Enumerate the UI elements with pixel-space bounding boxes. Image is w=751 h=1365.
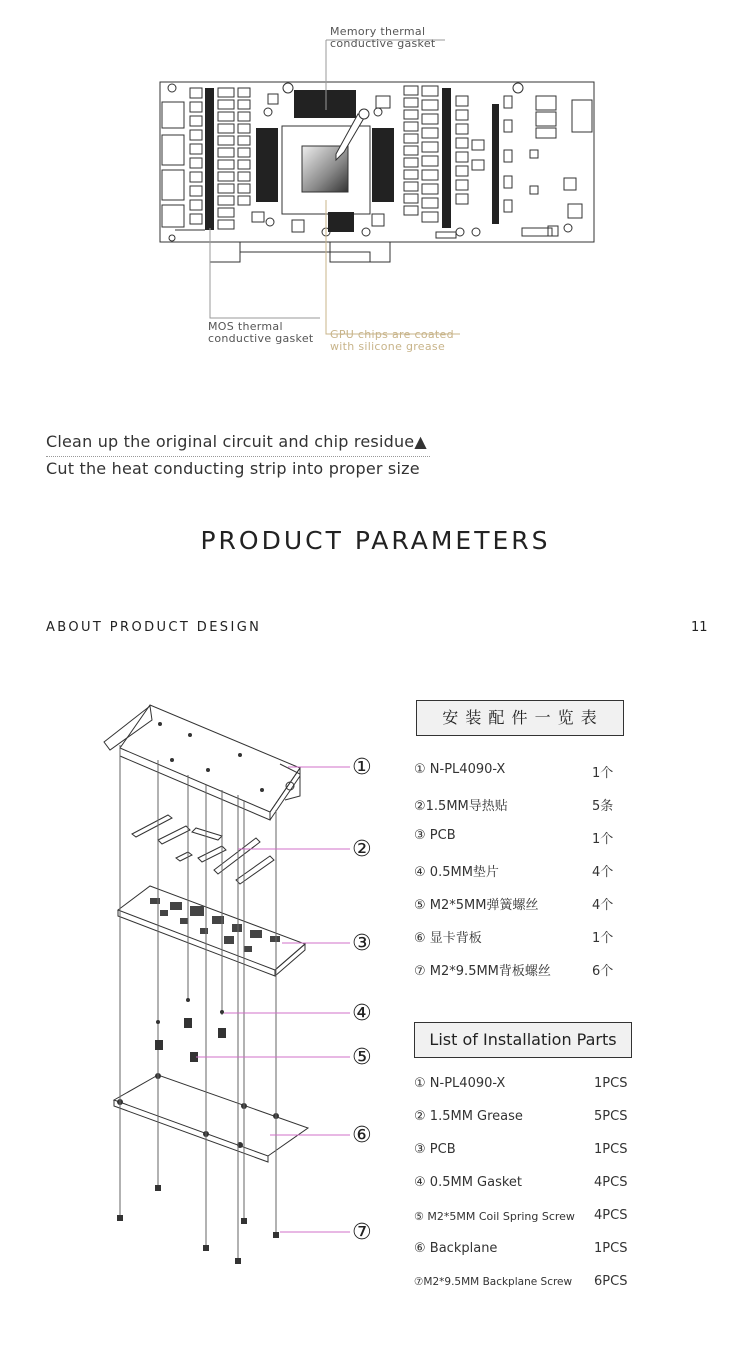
parts-cn-item-7: ⑦ M2*9.5MM背板螺丝 [414, 964, 551, 979]
diagram-number-5: ⑤ [352, 1045, 372, 1070]
parts-cn-qty-4: 4个 [592, 865, 614, 880]
diagram-number-4: ④ [352, 1001, 372, 1026]
memory-gasket-line2: conductive gasket [330, 37, 436, 50]
parts-en-qty-4: 4PCS [594, 1175, 628, 1190]
parts-en-qty-5: 4PCS [594, 1208, 628, 1223]
mos-gasket-label [208, 321, 314, 345]
instruction-line-1 [46, 432, 427, 451]
diagram-number-7: ⑦ [352, 1220, 372, 1245]
parts-cn-item-3: ③ PCB [414, 828, 456, 843]
memory-gasket-label [330, 26, 436, 50]
parts-en-title: List of Installation Parts [414, 1022, 632, 1058]
diagram-number-2: ② [352, 837, 372, 862]
parts-en-item-3: ③ PCB [414, 1142, 456, 1157]
parts-en-qty-6: 1PCS [594, 1241, 628, 1256]
parts-en-item-4: ④ 0.5MM Gasket [414, 1175, 523, 1190]
memory-gasket-line1: Memory thermal [330, 25, 426, 38]
parts-cn-item-6: ⑥ 显卡背板 [414, 931, 482, 946]
parts-en-item-7: ⑦M2*9.5MM Backplane Screw [414, 1276, 573, 1288]
page-number: 11 [691, 620, 708, 635]
parts-cn-qty-5: 4个 [592, 898, 614, 913]
parts-cn-qty-1: 1个 [592, 766, 614, 781]
parts-en-qty-7: 6PCS [594, 1274, 628, 1289]
parts-cn-item-5: ⑤ M2*5MM弹簧螺丝 [414, 898, 539, 913]
parts-cn-qty-2: 5条 [592, 799, 614, 814]
gpu-grease-line2: with silicone grease [330, 340, 446, 353]
parts-en-qty-2: 5PCS [594, 1109, 628, 1124]
pcb-diagram [0, 0, 751, 370]
section-title: PRODUCT PARAMETERS [200, 526, 551, 555]
parts-en-qty-3: 1PCS [594, 1142, 628, 1157]
instruction-line-2: Cut the heat conducting strip into proper size [46, 459, 420, 478]
parts-cn-qty-3: 1个 [592, 832, 614, 847]
diagram-number-1: ① [352, 755, 372, 780]
triangle-icon: ▲ [414, 432, 427, 451]
exploded-diagram [0, 690, 400, 1270]
parts-cn-item-1: ① N-PL4090-X [414, 762, 506, 777]
instruction-divider [46, 456, 430, 457]
parts-en-item-6: ⑥ Backplane [414, 1241, 498, 1256]
parts-cn-item-4: ④ 0.5MM垫片 [414, 865, 499, 880]
parts-en-item-2: ② 1.5MM Grease [414, 1109, 523, 1124]
mos-gasket-line2: conductive gasket [208, 332, 314, 345]
instruction-1-text: Clean up the original circuit and chip residue [46, 432, 415, 451]
gpu-grease-label [330, 329, 454, 353]
parts-en-qty-1: 1PCS [594, 1076, 628, 1091]
mos-gasket-line1: MOS thermal [208, 320, 283, 333]
parts-en-item-5: ⑤ M2*5MM Coil Spring Screw [414, 1210, 575, 1223]
parts-cn-qty-6: 1个 [592, 931, 614, 946]
parts-en-item-1: ① N-PL4090-X [414, 1076, 506, 1091]
parts-cn-item-2: ②1.5MM导热贴 [414, 799, 508, 814]
parts-cn-title: 安 装 配 件 一 览 表 [416, 700, 624, 736]
parts-cn-qty-7: 6个 [592, 964, 614, 979]
gpu-grease-line1: GPU chips are coated [330, 328, 454, 341]
diagram-number-3: ③ [352, 931, 372, 956]
diagram-number-6: ⑥ [352, 1123, 372, 1148]
subsection-title: ABOUT PRODUCT DESIGN [46, 620, 262, 635]
